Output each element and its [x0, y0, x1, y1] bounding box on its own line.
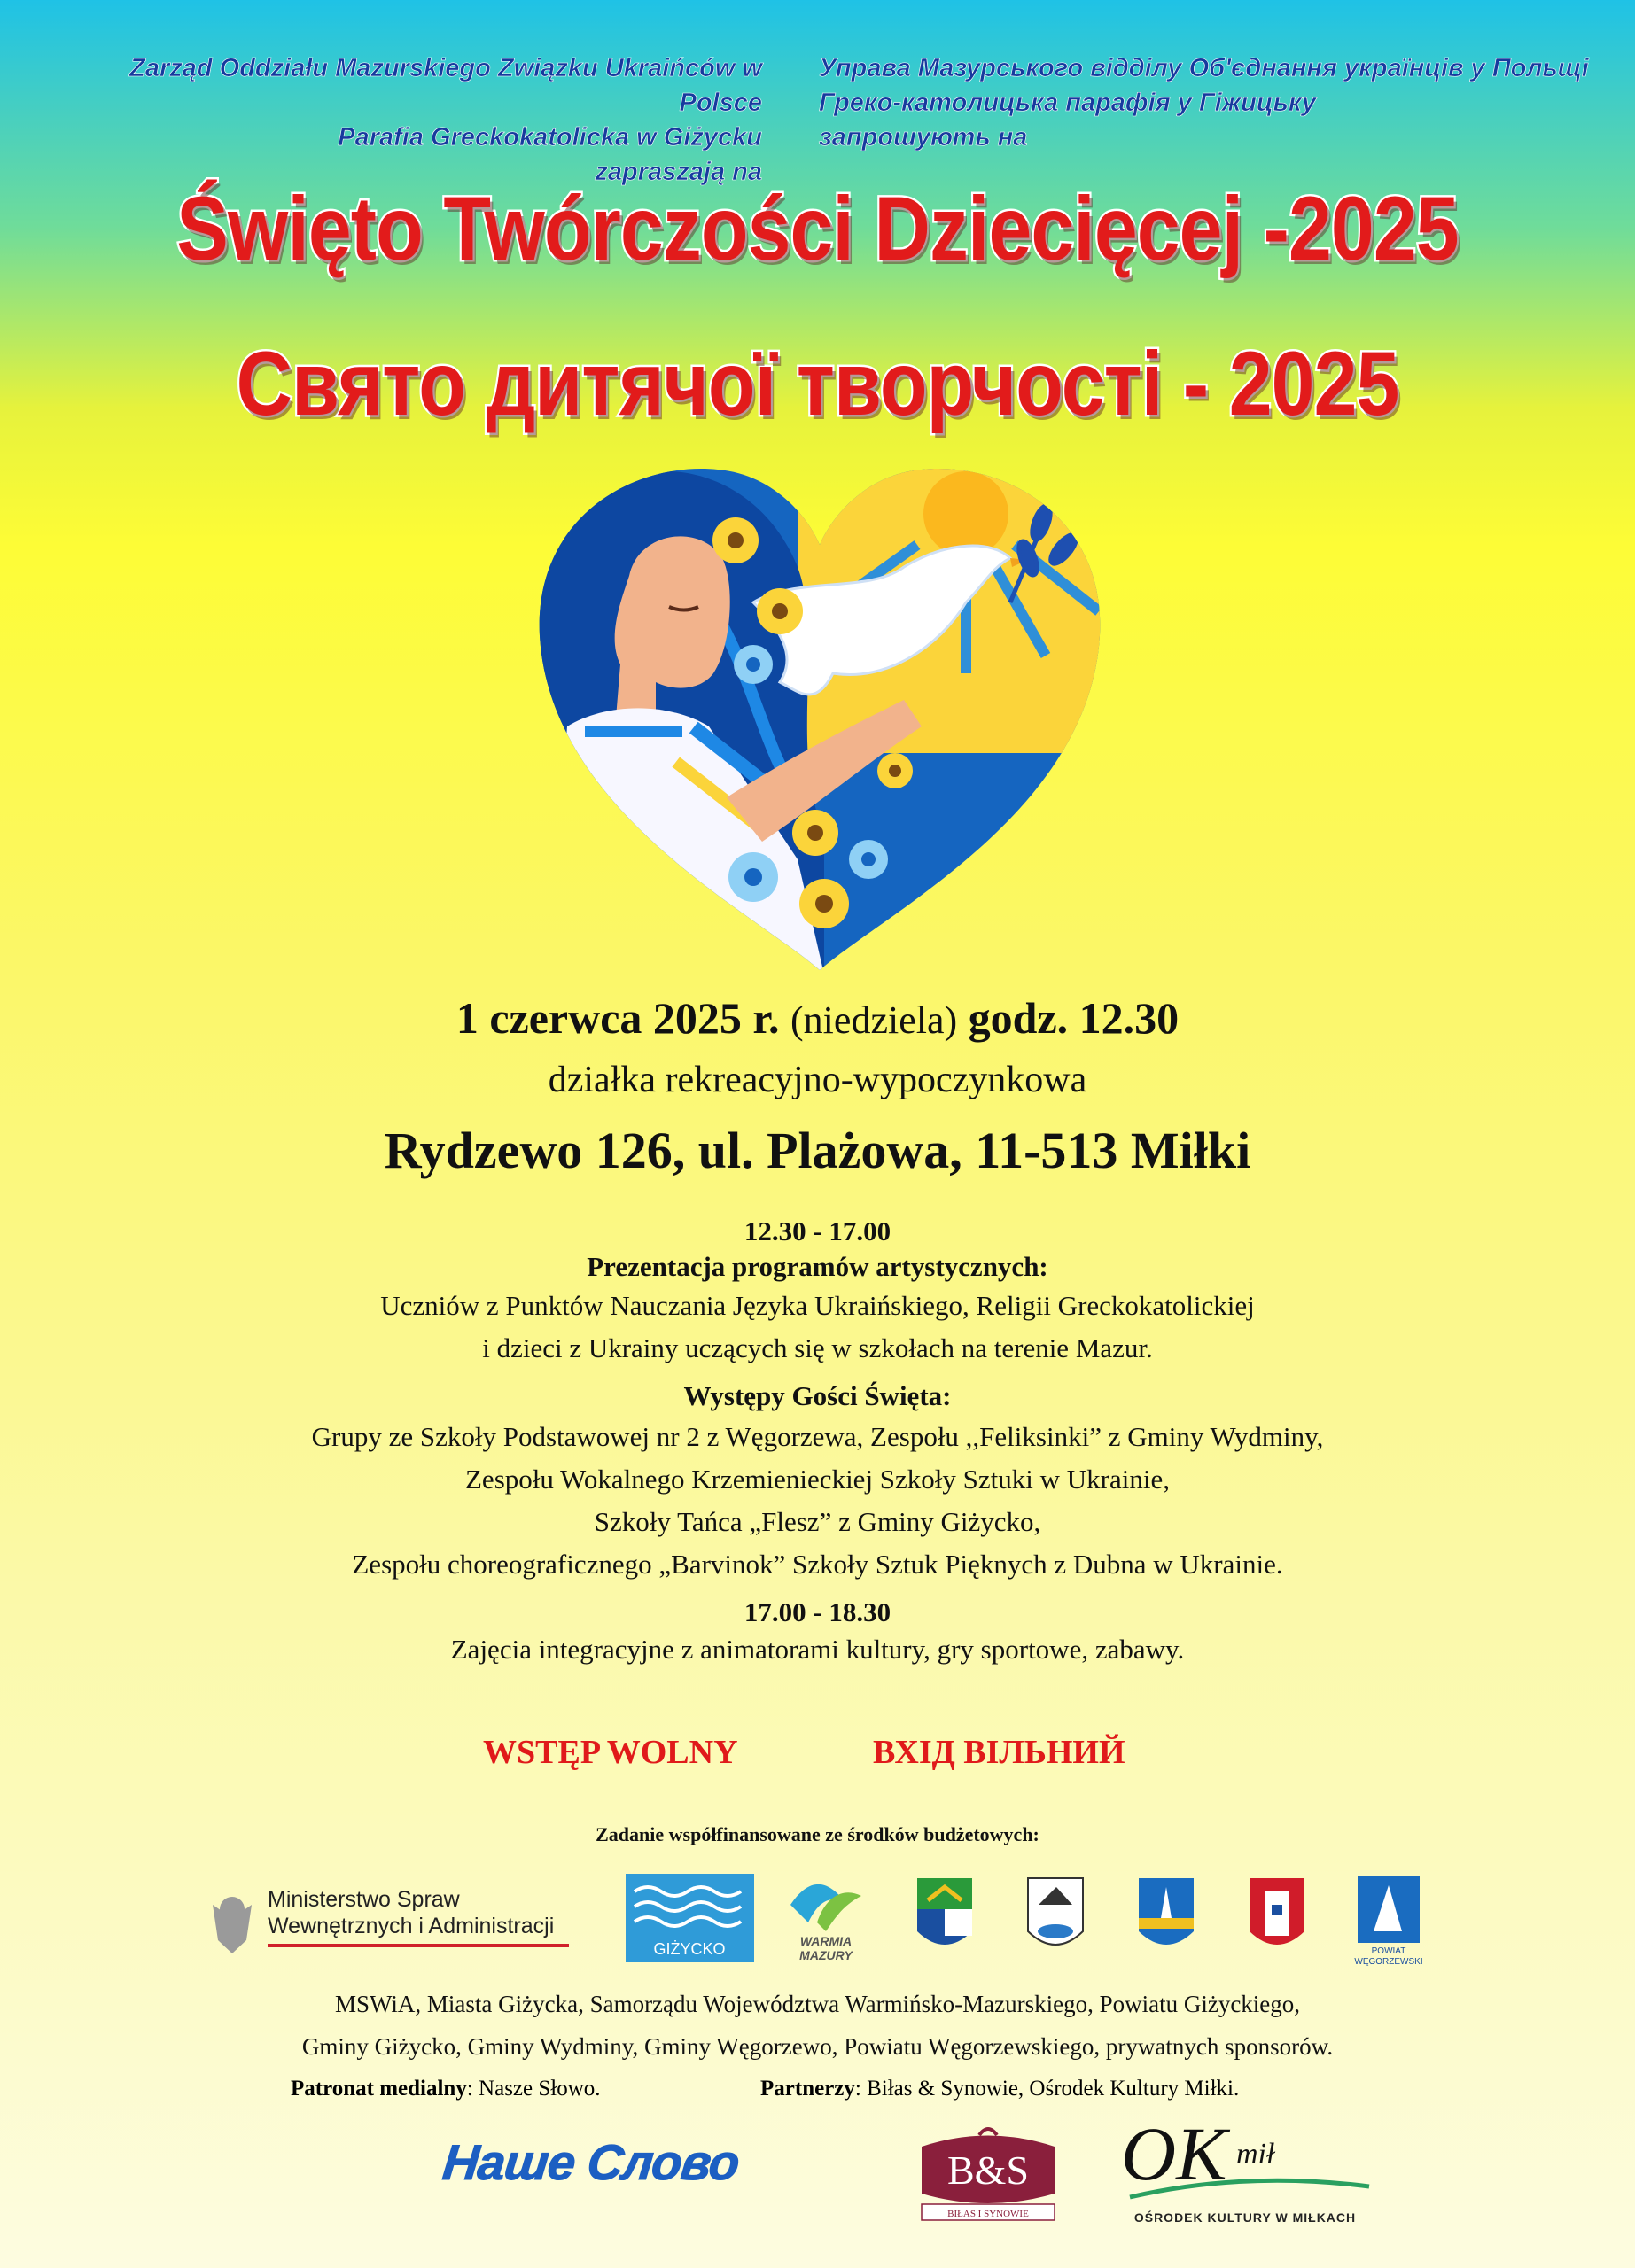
- block1-line2: i dzieci z Ukrainy uczących się w szkołach na terenie Mazur.: [482, 1332, 1153, 1363]
- event-date-value: 1 czerwca 2025 r.: [455, 993, 780, 1043]
- sponsors-line2: Gminy Giżycko, Gminy Wydminy, Gminy Węgorzewo, Powiatu Węgorzewskiego, prywatnych sponsorów.: [301, 2033, 1334, 2060]
- powiat-label1: POWIAT: [1371, 1946, 1406, 1956]
- gizycko-label: GIŻYCKO: [653, 1940, 726, 1958]
- coat-of-arms-deer: [917, 1878, 972, 1945]
- funding-heading: Zadanie współfinansowane ze środków budżetowych:: [596, 1823, 1039, 1845]
- partners: [760, 2077, 1239, 2101]
- guests-line4: Zespołu choreograficznego „Barvinok” Szkoły Sztuk Pięknych z Dubna w Ukrainie.: [352, 1549, 1283, 1580]
- organizer-pl-line1: Zarząd Oddziału Mazurskiego Związku Ukraińców w Polsce: [129, 54, 762, 117]
- nasze-slowo-logo: Наше Слово: [440, 2134, 742, 2190]
- partners-label: Partnerzy: [760, 2077, 855, 2101]
- powiat-wegorzewski-logo: [1354, 1876, 1422, 1967]
- heart-illustration: [532, 461, 1108, 975]
- title-ukrainian: Свято дитячої творчості - 2025: [236, 333, 1399, 434]
- bs-main-text: B&S: [946, 2148, 1030, 2193]
- program-section: [0, 1216, 1635, 1671]
- guests-line1: Grupy ze Szkoły Podstawowej nr 2 z Węgorzewa, Zespołu ,,Feliksinki” z Gminy Wydminy,: [311, 1421, 1324, 1452]
- block1-line1: Uczniów z Punktów Nauczania Języka Ukraińskiego, Religii Greckokatolickiej: [380, 1290, 1255, 1321]
- entry-free-ua: ВХІД ВІЛЬНИЙ: [873, 1734, 1125, 1771]
- eagle-icon: [213, 1897, 252, 1953]
- organizer-ua-line3: запрошують на: [819, 123, 1028, 151]
- event-date: [0, 992, 1635, 1044]
- ok-sub-text: OŚRODEK KULTURY W MIŁKACH: [1133, 2210, 1357, 2225]
- guests-line2: Zespołu Wokalnego Krzemienieckiej Szkoły Sztuki w Ukrainie,: [465, 1464, 1170, 1495]
- sponsor-logos: [206, 1869, 1429, 1967]
- patronage-value: : Nasze Słowo.: [466, 2077, 601, 2101]
- guests-line3: Szkoły Tańca „Flesz” z Gminy Giżycko,: [594, 1506, 1041, 1537]
- ministry-line1: Ministerstwo Spraw: [268, 1887, 460, 1912]
- coat-of-arms-fish: [1028, 1878, 1083, 1945]
- block2-line: Zajęcia integracyjne z animatorami kultury, gry sportowe, zabawy.: [450, 1634, 1185, 1665]
- title-polish: Święto Twórczości Dziecięcej -2025: [176, 178, 1459, 279]
- warmia-line1: WARMIA: [799, 1934, 853, 1948]
- osrodek-kultury-logo: [1112, 2109, 1378, 2233]
- block1-time: 12.30 - 17.00: [744, 1216, 891, 1247]
- mswia-logo: [213, 1887, 569, 1953]
- ok-main-text: OK: [1121, 2111, 1227, 2196]
- block2-time: 17.00 - 18.30: [744, 1596, 891, 1627]
- sponsors-line1: MSWiA, Miasta Giżycka, Samorządu Województwa Warmińsko-Mazurskiego, Powiatu Giżyckiego,: [334, 1991, 1301, 2017]
- organizer-ua-line1: Управа Мазурського відділу Об'єднання українців у Польщі: [819, 54, 1589, 82]
- event-time: godz. 12.30: [968, 993, 1180, 1043]
- partners-value: : Biłas & Synowie, Ośrodek Kultury Miłki.: [854, 2077, 1240, 2101]
- ministry-line2: Wewnętrznych i Administracji: [268, 1914, 555, 1938]
- venue-address: Rydzewo 126, ul. Plażowa, 11-513 Miłki: [384, 1122, 1251, 1179]
- powiat-label2: WĘGORZEWSKI: [1354, 1957, 1423, 1967]
- sponsors-list: [0, 1983, 1635, 2068]
- organizer-pl-line2: Parafia Greckokatolicka w Giżycku: [338, 123, 762, 151]
- ok-script-text: mił: [1236, 2138, 1275, 2171]
- organizer-ua: [819, 51, 1616, 155]
- organizer-pl: [53, 51, 762, 190]
- coat-of-arms-tower: [1250, 1878, 1304, 1945]
- block1-heading: Prezentacja programów artystycznych:: [587, 1251, 1048, 1282]
- warmia-line2: MAZURY: [799, 1948, 853, 1962]
- organizer-pl-line3: zapraszają na: [595, 158, 762, 186]
- organizer-ua-line2: Греко-католицька парафія у Гіжицьку: [819, 89, 1317, 117]
- entry-free-pl: WSTĘP WOLNY: [483, 1734, 738, 1771]
- bs-sub-text: BIŁAS I SYNOWIE: [947, 2209, 1029, 2219]
- event-weekday: (niedziela): [790, 998, 958, 1042]
- bilas-synowie-logo: [904, 2124, 1072, 2224]
- venue-type: działka rekreacyjno-wypoczynkowa: [548, 1060, 1087, 1100]
- gizycko-logo: [626, 1874, 754, 1962]
- coat-of-arms-heron: [1139, 1878, 1194, 1945]
- media-patronage: [291, 2077, 601, 2101]
- patronage-label: Patronat medialny: [291, 2077, 467, 2101]
- guests-heading: Występy Gości Święta:: [683, 1380, 952, 1411]
- warmia-mazury-logo: [790, 1884, 861, 1962]
